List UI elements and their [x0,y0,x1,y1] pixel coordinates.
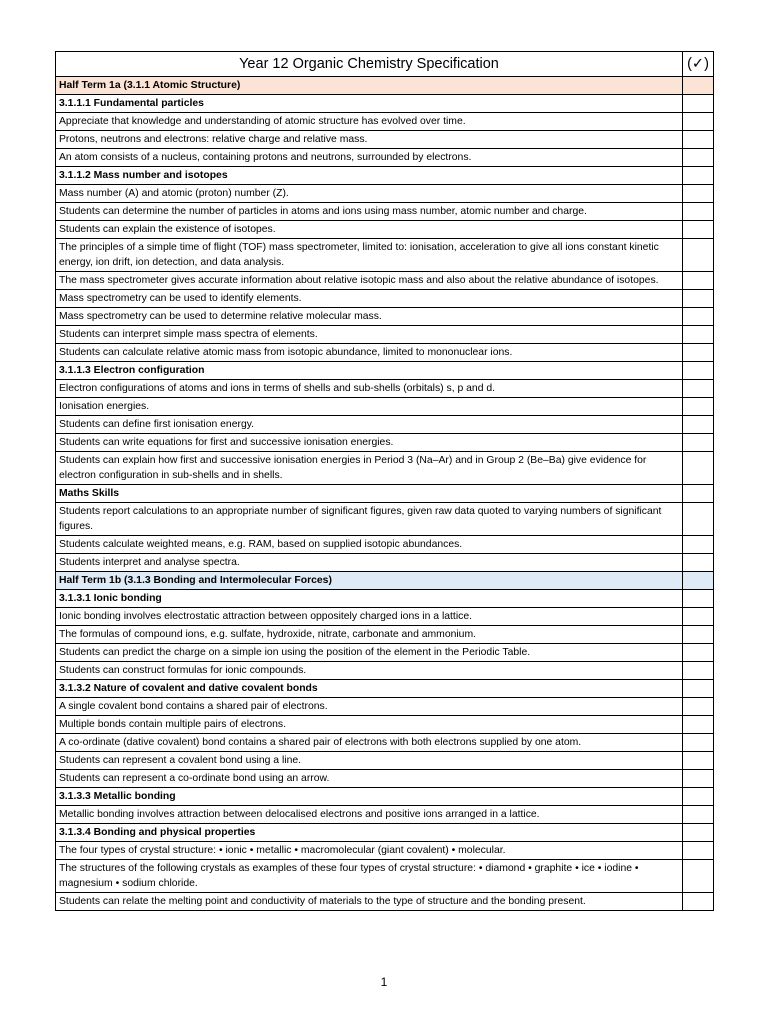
spec-item-row [56,842,714,860]
check-box-cell[interactable] [683,698,714,716]
spec-item-row [56,860,714,893]
topic-heading: 3.1.3.3 Metallic bonding [56,788,683,806]
specification-table-body [56,52,714,911]
spec-item-text: The structures of the following crystals as examples of these four types of crystal structure: • diamond • graphite • ice • iodine • magnesium • sodium chloride. [56,860,683,893]
half-term-heading: Half Term 1a (3.1.1 Atomic Structure) [56,77,683,95]
check-box-cell[interactable] [683,572,714,590]
spec-item-row [56,344,714,362]
spec-item-row [56,662,714,680]
check-box-cell[interactable] [683,680,714,698]
spec-item-row [56,398,714,416]
check-box-cell[interactable] [683,716,714,734]
spec-item-row [56,308,714,326]
check-box-cell[interactable] [683,503,714,536]
spec-item-text: Students can interpret simple mass spectra of elements. [56,326,683,344]
spec-item-text: Students can write equations for first and successive ionisation energies. [56,434,683,452]
half-term-header-row [56,77,714,95]
topic-heading-row [56,680,714,698]
spec-item-text: The formulas of compound ions, e.g. sulfate, hydroxide, nitrate, carbonate and ammonium. [56,626,683,644]
check-box-cell[interactable] [683,842,714,860]
check-box-cell[interactable] [683,662,714,680]
spec-item-text: Students interpret and analyse spectra. [56,554,683,572]
spec-item-text: Students can explain the existence of isotopes. [56,221,683,239]
check-box-cell[interactable] [683,770,714,788]
check-column-header: (✓) [683,52,714,77]
spec-item-row [56,149,714,167]
spec-item-text: The four types of crystal structure: • ionic • metallic • macromolecular (giant covalent) • molecular. [56,842,683,860]
check-box-cell[interactable] [683,77,714,95]
topic-heading: 3.1.1.1 Fundamental particles [56,95,683,113]
check-box-cell[interactable] [683,734,714,752]
spec-item-text: Students report calculations to an appropriate number of significant figures, given raw data quoted to varying numbers of significant figures. [56,503,683,536]
specification-table [55,51,714,911]
spec-item-text: Students can represent a covalent bond using a line. [56,752,683,770]
check-box-cell[interactable] [683,452,714,485]
topic-heading: 3.1.1.2 Mass number and isotopes [56,167,683,185]
spec-item-text: Students can determine the number of particles in atoms and ions using mass number, atomic number and charge. [56,203,683,221]
spec-item-text: Mass spectrometry can be used to identify elements. [56,290,683,308]
spec-item-row [56,716,714,734]
spec-item-row [56,554,714,572]
spec-item-text: A single covalent bond contains a shared pair of electrons. [56,698,683,716]
spec-item-text: The principles of a simple time of flight (TOF) mass spectrometer, limited to: ionisation, acceleration to give all ions constant kinetic energy, ion drift, ion detection, and data analysis. [56,239,683,272]
spec-item-text: Metallic bonding involves attraction between delocalised electrons and positive ions arranged in a lattice. [56,806,683,824]
spec-item-row [56,452,714,485]
half-term-heading: Half Term 1b (3.1.3 Bonding and Intermolecular Forces) [56,572,683,590]
spec-item-row [56,113,714,131]
title-row [56,52,714,77]
check-box-cell[interactable] [683,185,714,203]
spec-item-text: Students calculate weighted means, e.g. RAM, based on supplied isotopic abundances. [56,536,683,554]
spec-item-text: Mass spectrometry can be used to determine relative molecular mass. [56,308,683,326]
check-box-cell[interactable] [683,203,714,221]
topic-heading-row [56,788,714,806]
check-box-cell[interactable] [683,416,714,434]
check-box-cell[interactable] [683,824,714,842]
check-box-cell[interactable] [683,590,714,608]
topic-heading: 3.1.3.2 Nature of covalent and dative covalent bonds [56,680,683,698]
topic-heading-row [56,95,714,113]
check-box-cell[interactable] [683,344,714,362]
spec-item-row [56,752,714,770]
spec-item-text: Students can relate the melting point and conductivity of materials to the type of structure and the bonding present. [56,893,683,911]
spec-item-row [56,185,714,203]
spec-item-row [56,770,714,788]
spec-item-text: Mass number (A) and atomic (proton) number (Z). [56,185,683,203]
check-box-cell[interactable] [683,239,714,272]
check-box-cell[interactable] [683,290,714,308]
spec-item-row [56,503,714,536]
check-box-cell[interactable] [683,272,714,290]
spec-item-row [56,608,714,626]
topic-heading-row [56,485,714,503]
check-box-cell[interactable] [683,308,714,326]
spec-item-text: Electron configurations of atoms and ions in terms of shells and sub-shells (orbitals) s, p and d. [56,380,683,398]
check-box-cell[interactable] [683,326,714,344]
spec-item-row [56,536,714,554]
check-box-cell[interactable] [683,167,714,185]
topic-heading: 3.1.3.1 Ionic bonding [56,590,683,608]
check-box-cell[interactable] [683,131,714,149]
check-box-cell[interactable] [683,380,714,398]
spec-item-row [56,893,714,911]
check-box-cell[interactable] [683,113,714,131]
spec-item-text: Multiple bonds contain multiple pairs of electrons. [56,716,683,734]
document-title: Year 12 Organic Chemistry Specification [56,52,683,77]
spec-item-text: Students can calculate relative atomic mass from isotopic abundance, limited to mononuclear ions. [56,344,683,362]
check-box-cell[interactable] [683,434,714,452]
spec-item-text: Students can construct formulas for ionic compounds. [56,662,683,680]
check-box-cell[interactable] [683,608,714,626]
spec-item-text: The mass spectrometer gives accurate information about relative isotopic mass and also about the relative abundance of isotopes. [56,272,683,290]
check-box-cell[interactable] [683,644,714,662]
check-box-cell[interactable] [683,788,714,806]
page-number: 1 [380,975,388,989]
spec-item-row [56,221,714,239]
spec-item-row [56,806,714,824]
spec-item-row [56,698,714,716]
spec-item-row [56,290,714,308]
spec-item-row [56,239,714,272]
check-box-cell[interactable] [683,554,714,572]
spec-item-text: Students can predict the charge on a simple ion using the position of the element in the Periodic Table. [56,644,683,662]
spec-item-text: Ionisation energies. [56,398,683,416]
half-term-header-row [56,572,714,590]
topic-heading-row [56,362,714,380]
check-box-cell[interactable] [683,398,714,416]
spec-item-row [56,272,714,290]
topic-heading: 3.1.1.3 Electron configuration [56,362,683,380]
check-box-cell[interactable] [683,221,714,239]
check-box-cell[interactable] [683,149,714,167]
spec-item-row [56,326,714,344]
spec-item-text: Ionic bonding involves electrostatic attraction between oppositely charged ions in a lattice. [56,608,683,626]
spec-item-row [56,380,714,398]
topic-heading: 3.1.3.4 Bonding and physical properties [56,824,683,842]
spec-item-text: Students can explain how first and successive ionisation energies in Period 3 (Na–Ar) and in Group 2 (Be–Ba) give evidence for electron configuration in sub-shells and in shells. [56,452,683,485]
topic-heading-row [56,167,714,185]
spec-item-text: An atom consists of a nucleus, containing protons and neutrons, surrounded by electrons. [56,149,683,167]
spec-item-row [56,626,714,644]
spec-item-row [56,203,714,221]
spec-item-row [56,434,714,452]
check-box-cell[interactable] [683,893,714,911]
spec-item-text: Protons, neutrons and electrons: relative charge and relative mass. [56,131,683,149]
topic-heading-row [56,824,714,842]
check-box-cell[interactable] [683,626,714,644]
spec-item-text: A co-ordinate (dative covalent) bond contains a shared pair of electrons with both electrons supplied by one atom. [56,734,683,752]
spec-item-row [56,416,714,434]
spec-item-text: Students can define first ionisation energy. [56,416,683,434]
spec-item-text: Students can represent a co-ordinate bond using an arrow. [56,770,683,788]
check-box-cell[interactable] [683,95,714,113]
check-box-cell[interactable] [683,536,714,554]
spec-item-text: Appreciate that knowledge and understanding of atomic structure has evolved over time. [56,113,683,131]
topic-heading-row [56,590,714,608]
topic-heading: Maths Skills [56,485,683,503]
spec-item-row [56,131,714,149]
check-box-cell[interactable] [683,860,714,893]
spec-item-row [56,734,714,752]
check-box-cell[interactable] [683,752,714,770]
check-box-cell[interactable] [683,362,714,380]
check-box-cell[interactable] [683,485,714,503]
check-box-cell[interactable] [683,806,714,824]
spec-item-row [56,644,714,662]
